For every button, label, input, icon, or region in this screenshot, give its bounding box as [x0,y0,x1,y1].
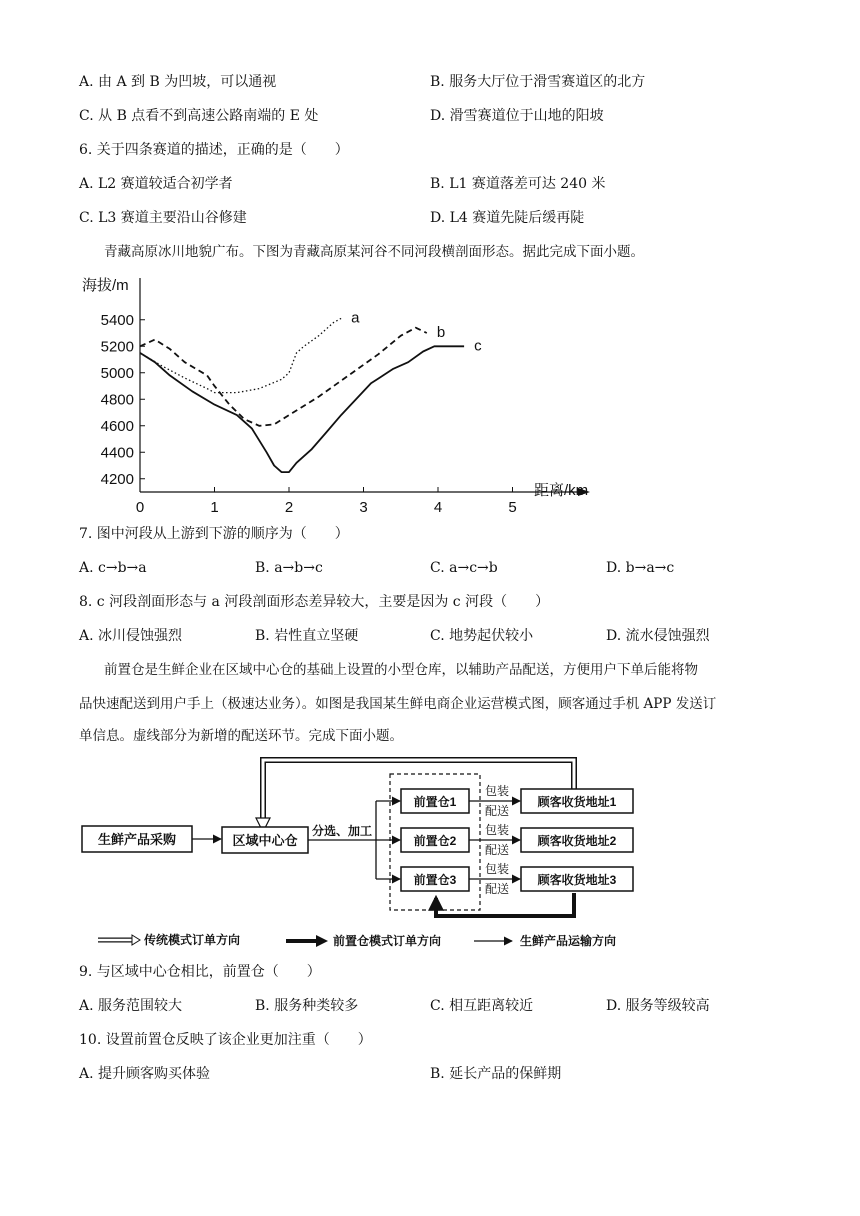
x-tick-label: 4 [433,499,443,516]
y-tick-label: 4800 [100,391,134,409]
q7-option-a: A. c→b→a [79,560,147,576]
x-axis-label: 距离/km [534,482,589,499]
q9-option-a: A. 服务范围较大 [79,998,183,1014]
pack-label-3: 包装 [484,862,510,876]
q5-option-c: C. 从 B 点看不到高速公路南端的 E 处 [79,108,319,124]
x-tick-label: 2 [284,499,294,516]
series-b-label: b [436,324,446,341]
y-tick-label: 5200 [100,338,134,356]
process-label: 分选、加工 [311,824,373,838]
pack-label-1: 包装 [484,784,510,798]
q6-option-a: A. L2 赛道较适合初学者 [79,176,233,192]
y-tick-label: 4200 [100,470,134,488]
front-order-path [436,893,574,916]
x-tick-label: 5 [508,499,517,516]
q5-option-d: D. 滑雪赛道位于山地的阳坡 [430,108,604,124]
q5-option-a: A. 由 A 到 B 为凹坡，可以通视 [79,74,277,90]
elevation-profile-chart [78,270,618,520]
series-a-label: a [351,309,360,327]
q7-option-d: D. b→a→c [606,560,675,576]
legend-traditional-label: 传统模式订单方向 [144,933,241,947]
legend-transport-label: 生鲜产品运输方向 [520,934,617,948]
q8-option-c: C. 地势起伏较小 [430,628,534,644]
q7-option-b: B. a→b→c [255,560,323,576]
q6-option-c: C. L3 赛道主要沿山谷修建 [79,210,247,226]
deliver-label-2: 配送 [484,843,510,857]
q8-option-b: B. 岩性直立坚硬 [255,628,359,644]
intro-7-8: 青藏高原冰川地貌广布。下图为青藏高原某河谷不同河段横剖面形态。据此完成下面小题。 [104,244,644,260]
x-tick-label: 1 [210,499,219,516]
address-2-label: 顾客收货地址2 [537,834,617,848]
address-3-label: 顾客收货地址3 [537,873,617,887]
pack-label-2: 包装 [484,823,510,837]
series-c-line [140,346,464,472]
q7-option-c: C. a→c→b [430,560,498,576]
x-tick-label: 0 [135,499,145,516]
q5-option-b: B. 服务大厅位于滑雪赛道区的北方 [430,74,646,90]
series-c-label: c [474,337,482,355]
y-axis-label: 海拔/m [82,277,129,294]
q8-stem: 8. c 河段剖面形态与 a 河段剖面形态差异较大，主要是因为 c 河段（ ） [79,594,550,610]
front-warehouse-2-label: 前置仓2 [413,834,457,848]
q6-option-d: D. L4 赛道先陡后缓再陡 [430,210,585,226]
y-tick-label: 5000 [100,364,134,382]
y-tick-label: 5400 [100,311,134,329]
q6-stem: 6. 关于四条赛道的描述，正确的是（ ） [79,142,349,158]
q7-stem: 7. 图中河段从上游到下游的顺序为（ ） [79,526,349,542]
q8-option-a: A. 冰川侵蚀强烈 [79,628,183,644]
q10-option-a: A. 提升顾客购买体验 [79,1066,211,1082]
intro-9-10-line2: 品快速配送到用户手上（极速达业务）。如图是我国某生鲜电商企业运营模式图，顾客通过手机 APP 发送订 [79,696,717,712]
q9-option-d: D. 服务等级较高 [606,998,710,1014]
deliver-label-1: 配送 [484,804,510,818]
q9-option-c: C. 相互距离较近 [430,998,534,1014]
address-1-label: 顾客收货地址1 [537,795,617,809]
y-tick-label: 4400 [100,444,134,462]
y-tick-label: 4600 [100,417,134,435]
purchase-label: 生鲜产品采购 [97,832,177,847]
center-warehouse-label: 区域中心仓 [232,833,298,848]
intro-9-10-line3: 单信息。虚线部分为新增的配送环节。完成下面小题。 [79,728,403,744]
q8-option-d: D. 流水侵蚀强烈 [606,628,710,644]
q6-option-b: B. L1 赛道落差可达 240 米 [430,176,606,192]
front-warehouse-3-label: 前置仓3 [413,873,457,887]
q9-stem: 9. 与区域中心仓相比，前置仓（ ） [79,964,321,980]
operation-mode-diagram [0,752,860,952]
front-warehouse-1-label: 前置仓1 [413,795,457,809]
q10-stem: 10. 设置前置仓反映了该企业更加注重（ ） [79,1032,372,1048]
intro-9-10-line1: 前置仓是生鲜企业在区域中心仓的基础上设置的小型仓库，以辅助产品配送，方便用户下单后能将物 [104,662,698,678]
q9-option-b: B. 服务种类较多 [255,998,359,1014]
q10-option-b: B. 延长产品的保鲜期 [430,1066,562,1082]
legend-front-label: 前置仓模式订单方向 [333,934,442,948]
x-tick-label: 3 [359,499,368,516]
deliver-label-3: 配送 [484,882,510,896]
series-a-line [140,318,341,392]
